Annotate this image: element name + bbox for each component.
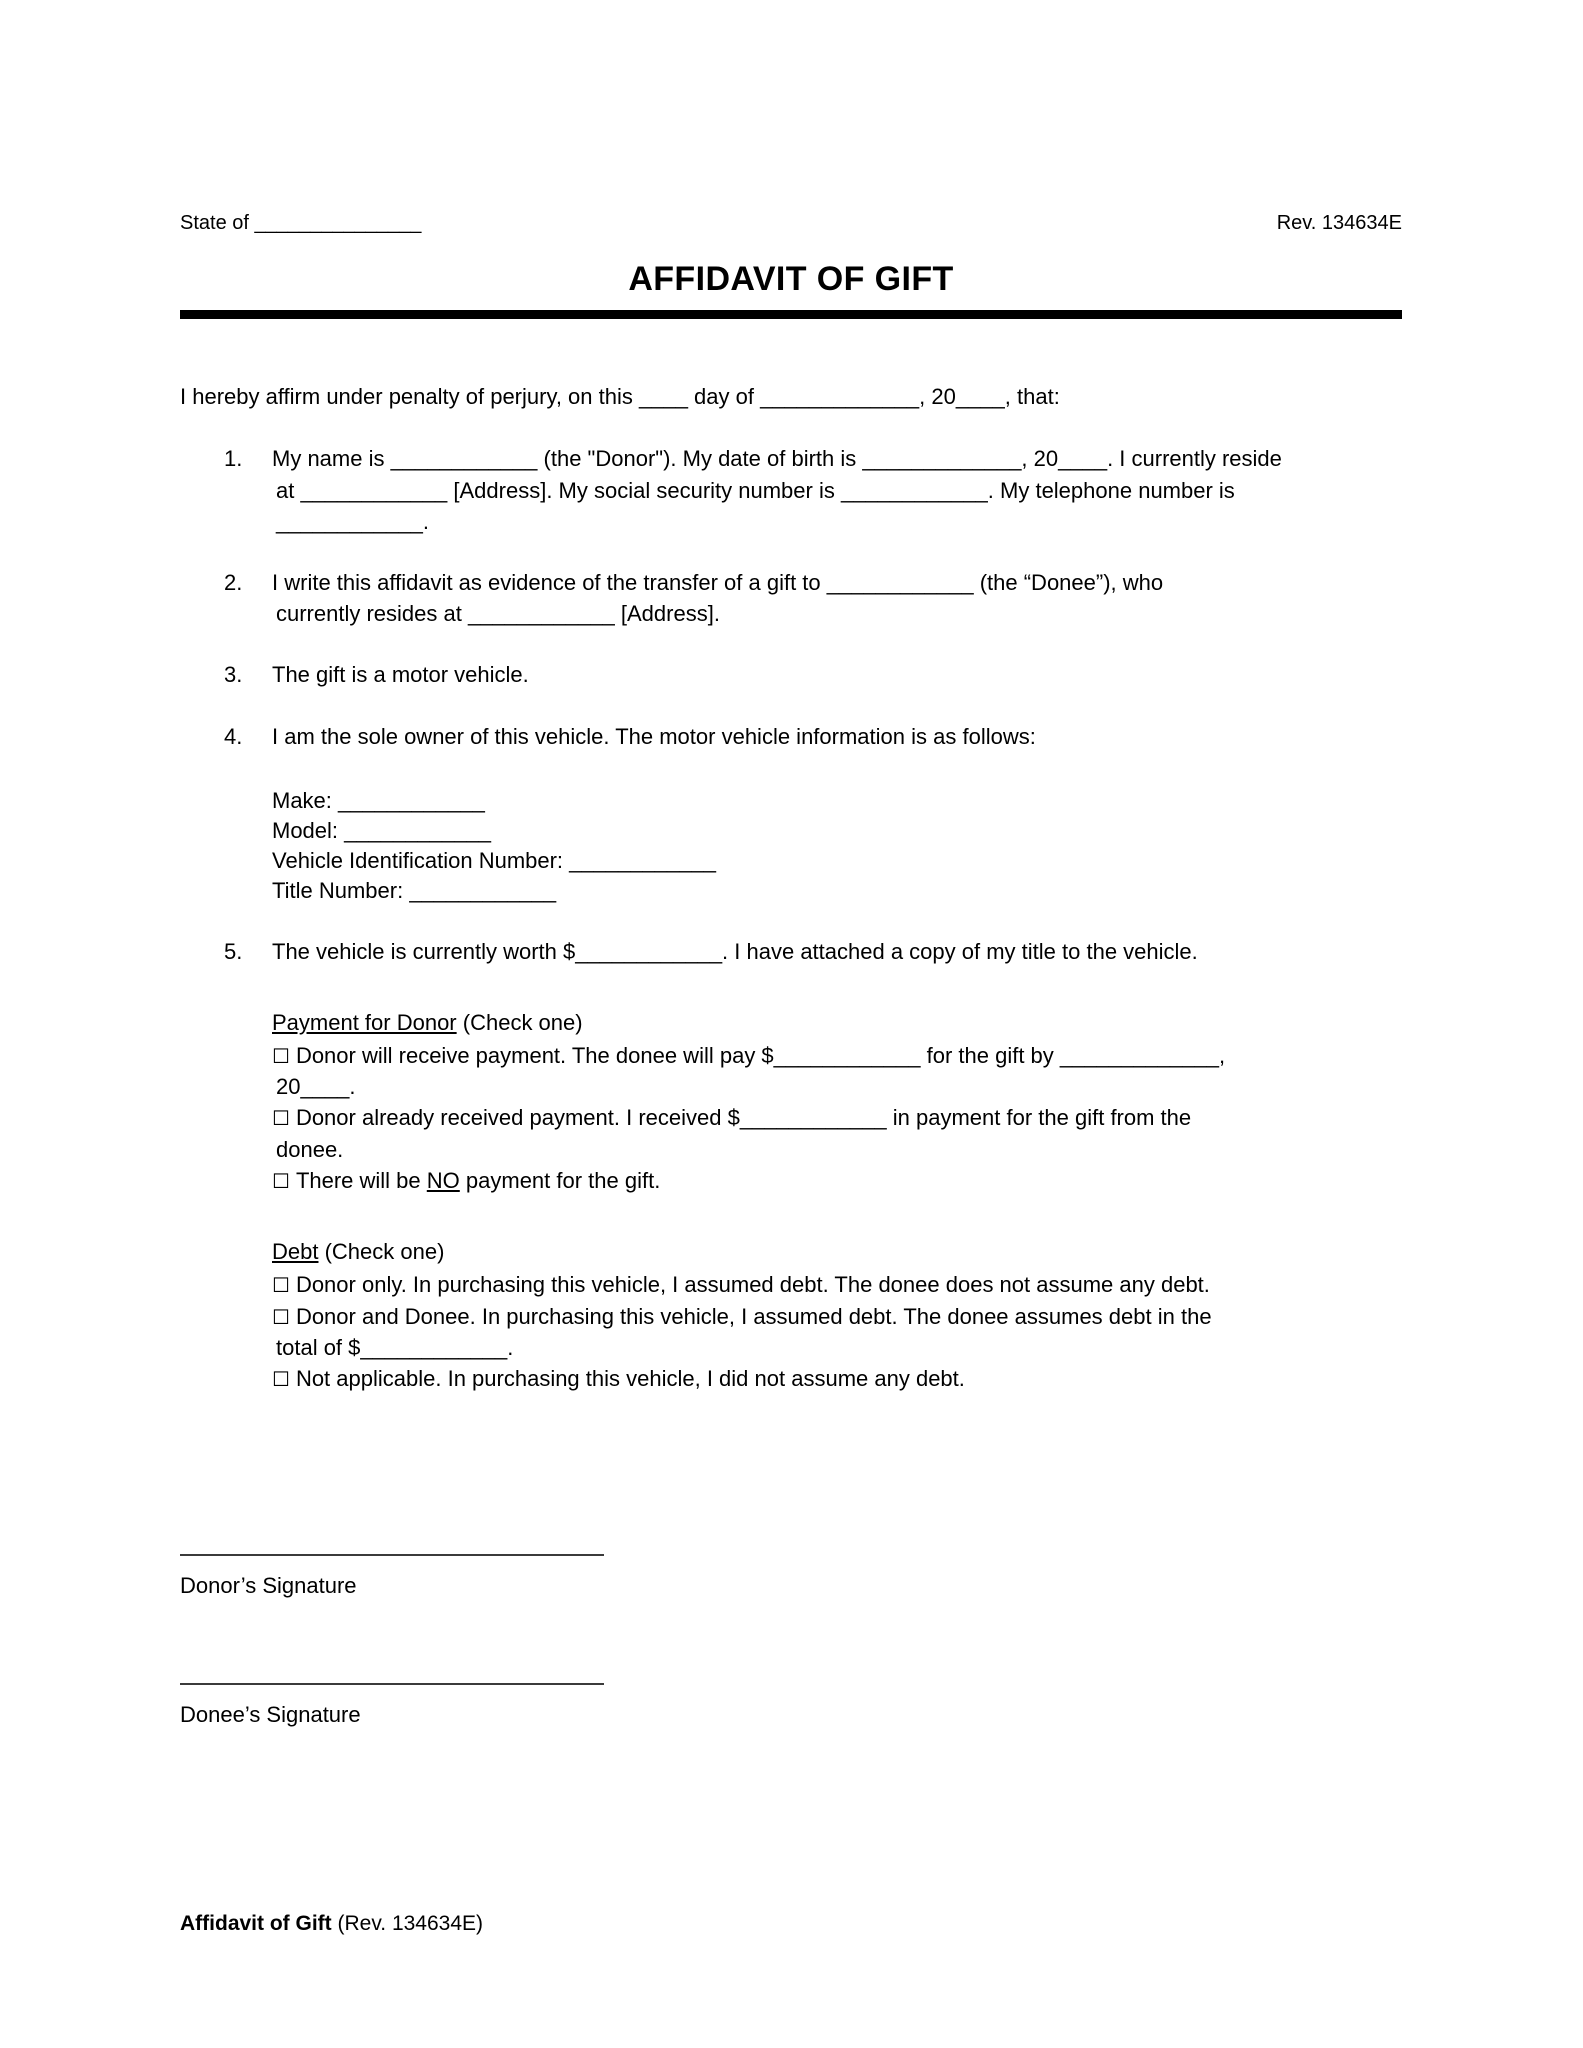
clause-item-4 bbox=[180, 721, 1402, 906]
checkbox-unchecked-icon[interactable]: ☐ bbox=[272, 1367, 290, 1392]
clause-list bbox=[180, 443, 1402, 1394]
clause-text-line-1: The gift is a motor vehicle. bbox=[272, 662, 529, 688]
clause-text-line-3: ____________. bbox=[276, 508, 429, 534]
state-of-field[interactable]: State of _______________ bbox=[180, 212, 422, 234]
footer-document-name: Affidavit of Gift bbox=[180, 1912, 332, 1935]
checkbox-unchecked-icon[interactable]: ☐ bbox=[272, 1168, 290, 1193]
debt-option-not-applicable[interactable] bbox=[272, 1363, 1402, 1394]
payment-section-heading bbox=[272, 1007, 1402, 1038]
debt-heading-instruction: (Check one) bbox=[318, 1239, 445, 1265]
checkbox-unchecked-icon[interactable]: ☐ bbox=[272, 1044, 290, 1069]
affirmation-intro: I hereby affirm under penalty of perjury, on this ____ day of _____________, 20____, that: bbox=[180, 384, 1060, 410]
debt-option-text-cont: total of $____________. bbox=[276, 1334, 514, 1360]
page-title: AFFIDAVIT OF GIFT bbox=[628, 260, 954, 298]
payment-option-text: Donor will receive payment. The donee will pay $____________ for the gift by _____________, bbox=[295, 1043, 1226, 1069]
clause-item-3 bbox=[180, 659, 1402, 690]
donor-signature-line[interactable] bbox=[180, 1554, 604, 1556]
debt-heading-label: Debt bbox=[272, 1239, 319, 1265]
checkbox-unchecked-icon[interactable]: ☐ bbox=[272, 1273, 290, 1298]
clause-text-line-2: at ____________ [Address]. My social security number is ____________. My telephone number is bbox=[276, 477, 1235, 503]
vehicle-make-field[interactable]: Make: ____________ bbox=[272, 787, 485, 813]
footer-revision: (Rev. 134634E) bbox=[331, 1912, 484, 1935]
clause-text-line-1: My name is ____________ (the "Donor"). My date of birth is _____________, 20____. I currently reside bbox=[272, 446, 1282, 472]
clause-number: 3. bbox=[224, 662, 243, 688]
clause-number: 5. bbox=[224, 938, 243, 964]
clause-number: 1. bbox=[224, 446, 243, 472]
payment-option-text: Donor already received payment. I received $____________ in payment for the gift from the bbox=[295, 1105, 1192, 1131]
payment-option-will-receive[interactable] bbox=[272, 1040, 1402, 1102]
debt-option-donor-only[interactable] bbox=[272, 1269, 1402, 1300]
vehicle-model-field[interactable]: Model: ____________ bbox=[272, 817, 491, 843]
payment-heading-label: Payment for Donor bbox=[272, 1009, 457, 1035]
clause-text-line-2: currently resides at ____________ [Address]. bbox=[276, 601, 720, 627]
donor-signature-label: Donor’s Signature bbox=[180, 1573, 357, 1599]
revision-code: Rev. 134634E bbox=[1276, 212, 1402, 234]
clause-item-1 bbox=[180, 443, 1402, 537]
document-header bbox=[180, 210, 1402, 237]
donee-signature-label: Donee’s Signature bbox=[180, 1701, 361, 1727]
vehicle-title-number-field[interactable]: Title Number: ____________ bbox=[272, 877, 557, 903]
title-divider bbox=[180, 310, 1402, 319]
document-footer bbox=[180, 1910, 483, 1937]
donee-signature-line[interactable] bbox=[180, 1683, 604, 1685]
donee-signature-group bbox=[180, 1683, 1402, 1730]
debt-option-text: Not applicable. In purchasing this vehicle, I did not assume any debt. bbox=[295, 1366, 965, 1392]
clause-item-5 bbox=[180, 936, 1402, 1395]
signature-area bbox=[180, 1554, 1402, 1729]
clause-item-2 bbox=[180, 567, 1402, 629]
debt-section bbox=[272, 1236, 1402, 1394]
clause-number: 2. bbox=[224, 569, 243, 595]
payment-option-text-cont: donee. bbox=[276, 1136, 344, 1162]
clause-number: 4. bbox=[224, 723, 243, 749]
clause-text-line-1: I write this affidavit as evidence of the transfer of a gift to ____________ (the “Donee”), who bbox=[272, 569, 1164, 595]
payment-for-donor-section bbox=[272, 1007, 1402, 1196]
debt-section-heading bbox=[272, 1236, 1402, 1267]
payment-option-text-post: payment for the gift. bbox=[459, 1167, 661, 1193]
clause-text-line-1: The vehicle is currently worth $____________. I have attached a copy of my title to the vehicle. bbox=[272, 938, 1198, 964]
debt-option-donor-and-donee[interactable] bbox=[272, 1301, 1402, 1363]
document-body bbox=[180, 210, 1402, 1730]
payment-option-text-emphasis: NO bbox=[426, 1167, 460, 1193]
debt-option-text: Donor only. In purchasing this vehicle, I assumed debt. The donee does not assume any debt. bbox=[295, 1272, 1210, 1298]
vehicle-information-block bbox=[272, 786, 1402, 906]
clause-text-line-1: I am the sole owner of this vehicle. The motor vehicle information is as follows: bbox=[272, 723, 1036, 749]
payment-option-text-pre: There will be bbox=[295, 1167, 427, 1193]
vehicle-vin-field[interactable]: Vehicle Identification Number: ____________ bbox=[272, 847, 716, 873]
checkbox-unchecked-icon[interactable]: ☐ bbox=[272, 1106, 290, 1131]
payment-option-text-cont: 20____. bbox=[276, 1074, 356, 1100]
payment-option-already-received[interactable] bbox=[272, 1102, 1402, 1164]
donor-signature-group bbox=[180, 1554, 1402, 1601]
payment-heading-instruction: (Check one) bbox=[456, 1009, 583, 1035]
debt-option-text: Donor and Donee. In purchasing this vehicle, I assumed debt. The donee assumes debt in the bbox=[295, 1303, 1212, 1329]
payment-option-no-payment[interactable] bbox=[272, 1165, 1402, 1196]
checkbox-unchecked-icon[interactable]: ☐ bbox=[272, 1304, 290, 1329]
